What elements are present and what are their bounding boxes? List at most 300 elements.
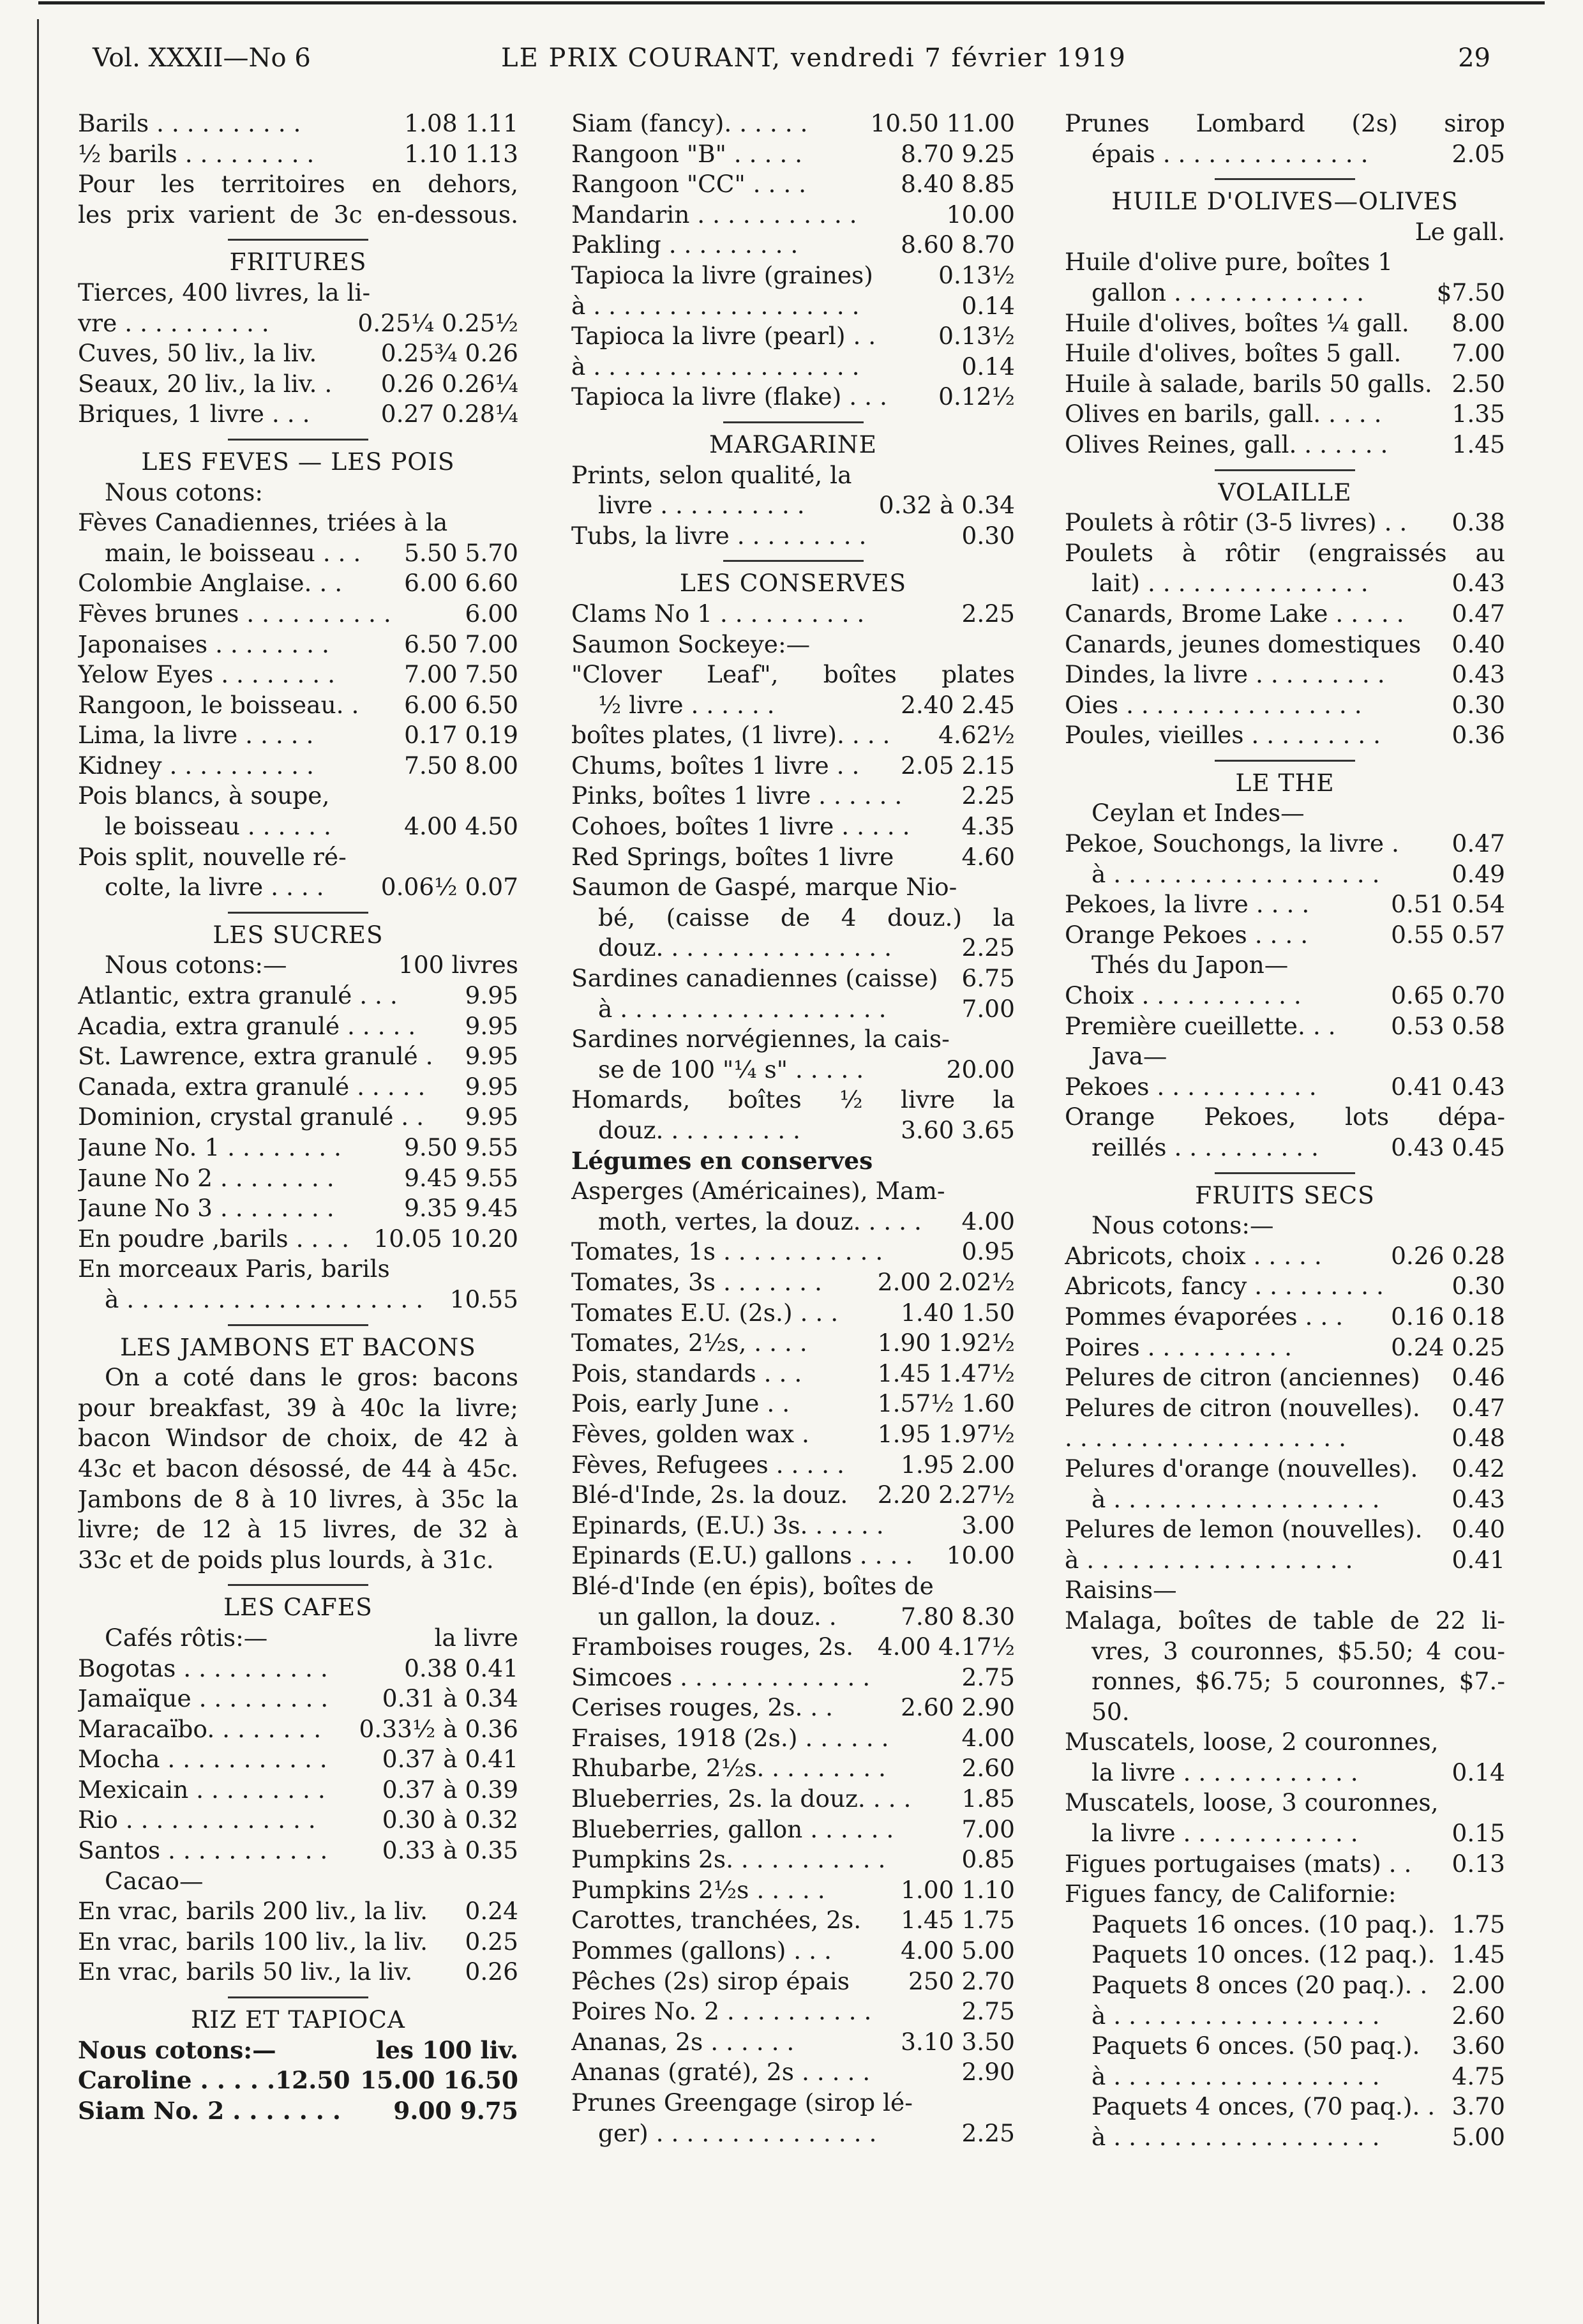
price-line (1065, 1514, 1505, 1545)
item-label: Mocha . . . . . . . . . . . (78, 1745, 327, 1774)
price-line (571, 1875, 1015, 1906)
item-label: épais . . . . . . . . . . . . . . (1092, 139, 1369, 168)
item-label: Poires . . . . . . . . . . (1065, 1332, 1293, 1361)
item-price: 1.75 (1452, 1910, 1505, 1938)
item-price: 1.85 (961, 1784, 1015, 1813)
item-label: à . . . . . . . . . . . . . . . . . . (1092, 2001, 1380, 2030)
section-separator (228, 1996, 368, 1998)
item-label: un gallon, la douz. . (598, 1602, 837, 1631)
item-label: Paquets 16 onces. (10 paq.). (1092, 1910, 1436, 1938)
item-label: En poudre ,barils . . . . (78, 1224, 350, 1253)
item-label: vre . . . . . . . . . . (78, 308, 269, 337)
price-line (571, 1541, 1015, 1571)
text-line: Orange Pekoes, lots dépa- (1065, 1103, 1505, 1131)
item-price: 0.43 (1452, 1484, 1505, 1513)
item-label: Pinks, boîtes 1 livre . . . . . . (571, 781, 903, 810)
section-separator (723, 560, 864, 562)
section-heading: LES JAMBONS ET BACONS (120, 1332, 476, 1361)
item-price: 1.45 (1452, 1940, 1505, 1969)
item-price: 0.47 (1452, 1393, 1505, 1422)
item-label: lait) . . . . . . . . . . . . . . . (1092, 569, 1369, 598)
item-label: Pommes (gallons) . . . (571, 1936, 832, 1965)
price-line (571, 139, 1015, 170)
item-price: 0.41 (1452, 1545, 1505, 1574)
section-heading: FRUITS SECS (1195, 1181, 1375, 1209)
item-price: 0.37 à 0.39 (382, 1775, 518, 1804)
text-line: 43c et bacon désossé, de 44 à 45c. (78, 1454, 518, 1483)
price-line (1065, 889, 1505, 920)
item-label: Nous cotons:— (105, 951, 287, 979)
price-line (78, 1896, 518, 1927)
item-label: Pelures de citron (nouvelles). (1065, 1393, 1420, 1422)
item-price: 7.80 8.30 (901, 1602, 1015, 1631)
section-heading: LES FEVES — LES POIS (141, 447, 455, 476)
item-label: Huile d'olives, boîtes 5 gall. (1065, 339, 1402, 368)
item-label: Blueberries, gallon . . . . . . (571, 1815, 894, 1843)
item-price: 6.00 6.50 (404, 690, 518, 719)
item-label: Olives Reines, gall. . . . . . . (1065, 430, 1388, 458)
price-line (78, 1714, 518, 1745)
item-price: 1.95 1.97½ (877, 1419, 1015, 1448)
price-line (571, 933, 1015, 963)
item-label: Blé-d'Inde, 2s. la douz. (571, 1481, 848, 1509)
item-label: Jaune No 2 . . . . . . . . (78, 1163, 334, 1192)
section-heading: LES CAFES (223, 1593, 373, 1622)
item-label: Jamaïque . . . . . . . . . (78, 1684, 329, 1713)
item-price: 5.50 5.70 (404, 538, 518, 567)
item-price: 1.40 1.50 (901, 1298, 1015, 1327)
item-price: 0.33 à 0.35 (382, 1836, 518, 1865)
item-label: Tapioca la livre (graines) (571, 260, 873, 289)
item-price: 2.75 (961, 1997, 1015, 2026)
item-price: 9.95 (465, 1103, 518, 1131)
price-line (1065, 1072, 1505, 1103)
price-line (1065, 1271, 1505, 1302)
price-line (78, 950, 518, 981)
item-price: 0.14 (1452, 1758, 1505, 1786)
item-label: Yelow Eyes . . . . . . . . (78, 660, 335, 689)
section-heading: VOLAILLE (1218, 478, 1352, 506)
item-price: 0.12½ (938, 382, 1015, 411)
item-price: 4.35 (961, 812, 1015, 841)
item-price: 7.50 8.00 (404, 751, 518, 780)
item-label: à . . . . . . . . . . . . . . . . . . (598, 994, 887, 1023)
item-label: à . . . . . . . . . . . . . . . . . . (1092, 2123, 1380, 2151)
item-label: Abricots, fancy . . . . . . . . . (1065, 1272, 1384, 1301)
price-line (571, 1115, 1015, 1146)
price-line (1065, 599, 1505, 630)
item-price: 0.47 (1452, 829, 1505, 858)
price-line (571, 1905, 1015, 1936)
price-line (1065, 2001, 1505, 2032)
item-label: Huile d'olives, boîtes ¼ gall. (1065, 308, 1409, 337)
item-price: 0.26 0.28 (1391, 1241, 1505, 1270)
item-label: à . . . . . . . . . . . . . . . . . . . . (105, 1285, 424, 1313)
item-label: la livre . . . . . . . . . . . . (1092, 1819, 1358, 1848)
price-line (1065, 690, 1505, 721)
item-label: Choix . . . . . . . . . . . (1065, 981, 1302, 1010)
item-label: Tomates E.U. (2s.) . . . (571, 1298, 839, 1327)
item-label: Paquets 10 onces. (12 paq.). (1092, 1940, 1436, 1969)
item-label: Poulets à rôtir (3-5 livres) . . (1065, 508, 1407, 537)
price-line (571, 490, 1015, 521)
item-label: la livre . . . . . . . . . . . . (1092, 1758, 1358, 1786)
price-line (78, 872, 518, 903)
price-line (78, 2096, 518, 2127)
item-label: Ananas (graté), 2s . . . . . (571, 2058, 871, 2086)
item-label: Carottes, tranchées, 2s. (571, 1906, 862, 1935)
price-line (571, 2118, 1015, 2149)
item-label: Santos . . . . . . . . . . . (78, 1836, 328, 1865)
price-line (78, 338, 518, 369)
item-price: 2.40 2.45 (901, 690, 1015, 719)
price-line (78, 690, 518, 721)
item-price: 0.26 0.26¼ (380, 369, 518, 398)
text-line: livre; de 12 à 15 livres, de 32 à (78, 1515, 518, 1544)
item-price: 0.40 (1452, 1515, 1505, 1544)
item-label: douz. . . . . . . . . . . . . . . . (598, 933, 892, 962)
item-label: Briques, 1 livre . . . (78, 400, 310, 428)
price-line (78, 109, 518, 139)
text-line: Raisins— (1065, 1576, 1177, 1604)
price-line (78, 1011, 518, 1042)
price-line (1065, 338, 1505, 369)
item-price: 8.40 8.85 (901, 170, 1015, 199)
item-label: à . . . . . . . . . . . . . . . . . . (1092, 2062, 1380, 2090)
price-line (571, 200, 1015, 230)
section-separator (1215, 1172, 1355, 1174)
item-price: 0.17 0.19 (404, 721, 518, 750)
top-rule (38, 1, 1545, 4)
item-price: 0.15 (1452, 1819, 1505, 1848)
page-number: 29 (1458, 43, 1490, 73)
item-price: la livre (434, 1623, 518, 1652)
item-price: 0.48 (1452, 1424, 1505, 1452)
item-label: gallon . . . . . . . . . . . . . (1092, 278, 1365, 306)
item-price: 6.00 6.60 (404, 569, 518, 598)
price-line (1065, 630, 1505, 660)
price-line (1065, 139, 1505, 170)
price-line (571, 1328, 1015, 1359)
item-price: 10.00 (946, 200, 1015, 229)
item-label: Seaux, 20 liv., la liv. . (78, 369, 333, 398)
item-price: 4.00 (961, 1723, 1015, 1752)
text-line: les prix varient de 3c en-dessous. (78, 200, 518, 229)
price-line (78, 1775, 518, 1806)
item-label: Mandarin . . . . . . . . . . . (571, 200, 857, 229)
section-separator (1215, 760, 1355, 762)
item-price: 9.95 (465, 981, 518, 1010)
price-line (571, 1693, 1015, 1723)
item-label: Dindes, la livre . . . . . . . . . (1065, 660, 1385, 689)
price-line (571, 382, 1015, 412)
item-label: reillés . . . . . . . . . . (1092, 1133, 1319, 1161)
item-price: 4.62½ (938, 721, 1015, 750)
item-price: 8.00 (1452, 308, 1505, 337)
text-line: Figues fancy, de Californie: (1065, 1880, 1397, 1908)
item-price: 2.05 (1452, 139, 1505, 168)
price-line (1065, 2031, 1505, 2062)
section-separator (228, 1324, 368, 1326)
column-3 (1065, 109, 1505, 2153)
item-label: En vrac, barils 100 liv., la liv. (78, 1927, 428, 1956)
text-line: Muscatels, loose, 3 couronnes, (1065, 1788, 1439, 1817)
price-line (571, 1753, 1015, 1784)
item-price: 0.42 (1452, 1454, 1505, 1483)
item-price: 1.00 1.10 (901, 1875, 1015, 1904)
item-price: 0.26 (465, 1958, 518, 1986)
item-label: Fraises, 1918 (2s.) . . . . . . (571, 1723, 889, 1752)
column-2 (571, 109, 1015, 2148)
price-line (78, 660, 518, 690)
item-label: Siam (fancy). . . . . . (571, 109, 808, 137)
price-line (1065, 1393, 1505, 1424)
price-line (78, 2035, 518, 2066)
text-line: Légumes en conserves (571, 1146, 873, 1175)
price-line (571, 1419, 1015, 1450)
price-line (1065, 568, 1505, 599)
item-price: 2.50 (1452, 369, 1505, 398)
item-label: Cuves, 50 liv., la liv. (78, 339, 317, 368)
section-separator (228, 239, 368, 241)
price-line (571, 599, 1015, 630)
item-price: 0.14 (961, 291, 1015, 320)
price-line (1065, 278, 1505, 308)
price-line (571, 963, 1015, 994)
item-label: Huile à salade, barils 50 galls. (1065, 369, 1432, 398)
item-price: 4.00 4.17½ (877, 1633, 1015, 1661)
item-price: 1.90 1.92½ (877, 1329, 1015, 1357)
text-line: Pois blancs, à soupe, (78, 781, 330, 810)
item-label: Tomates, 1s . . . . . . . . . . . (571, 1237, 883, 1266)
item-label: Tapioca la livre (flake) . . . (571, 382, 887, 411)
price-line (571, 720, 1015, 751)
item-label: Pekoe, Souchongs, la livre . (1065, 829, 1399, 858)
price-line (1065, 1940, 1505, 1970)
item-price: 3.60 (1452, 2032, 1505, 2060)
item-label: livre . . . . . . . . . . (598, 491, 805, 520)
price-line (78, 1285, 518, 1315)
price-line (571, 1207, 1015, 1237)
price-line (571, 169, 1015, 200)
price-line (78, 1163, 518, 1194)
price-line (1065, 1970, 1505, 2001)
price-line (571, 2057, 1015, 2088)
price-line (78, 720, 518, 751)
price-line (78, 568, 518, 599)
price-line (1065, 2092, 1505, 2122)
item-price: 0.30 (1452, 690, 1505, 719)
price-line (1065, 1302, 1505, 1332)
item-price: 0.47 (1452, 599, 1505, 628)
text-line: Asperges (Américaines), Mam- (571, 1177, 945, 1205)
item-label: Siam No. 2 . . . . . . . (78, 2096, 341, 2125)
price-line (571, 1359, 1015, 1389)
price-line (571, 1845, 1015, 1875)
price-line (78, 1927, 518, 1958)
item-price: 9.45 9.55 (404, 1163, 518, 1192)
page-header (93, 43, 1490, 82)
item-label: Poules, vieilles . . . . . . . . . (1065, 721, 1381, 750)
price-line (571, 994, 1015, 1025)
item-price: 2.25 (961, 933, 1015, 962)
price-line (78, 1836, 518, 1866)
text-line: Blé-d'Inde (en épis), boîtes de (571, 1571, 934, 1600)
price-line (571, 1298, 1015, 1329)
text-line: Homards, boîtes ½ livre la (571, 1085, 1015, 1114)
price-line (571, 1723, 1015, 1754)
item-label: à . . . . . . . . . . . . . . . . . . (1092, 859, 1380, 888)
text-line: ronnes, $6.75; 5 couronnes, $7.- (1092, 1667, 1505, 1696)
item-price: 0.46 (1452, 1363, 1505, 1392)
item-price: 10.00 (946, 1541, 1015, 1570)
section-separator (228, 1584, 368, 1586)
item-label: Red Springs, boîtes 1 livre (571, 842, 894, 871)
item-label: Rangoon "B" . . . . . (571, 139, 803, 168)
price-line (1065, 1910, 1505, 1940)
price-line (78, 2065, 518, 2096)
item-price: 0.85 (961, 1845, 1015, 1874)
item-price: $7.50 (1436, 278, 1505, 306)
price-line (571, 260, 1015, 291)
item-label: Olives en barils, gall. . . . . (1065, 400, 1382, 428)
item-price: 0.41 0.43 (1391, 1072, 1505, 1101)
section-heading: MARGARINE (709, 430, 877, 458)
item-label: Pelures de citron (anciennes) (1065, 1363, 1420, 1392)
item-label: Oies . . . . . . . . . . . . . . . . (1065, 690, 1362, 719)
price-line (78, 1224, 518, 1255)
item-price: 2.90 (961, 2058, 1015, 2086)
text-line: Prunes Greengage (sirop lé- (571, 2088, 913, 2116)
price-line (571, 781, 1015, 811)
price-line (571, 352, 1015, 382)
text-line: Ceylan et Indes— (1092, 799, 1305, 827)
price-line (1065, 1545, 1505, 1576)
item-label: Canards, Brome Lake . . . . . (1065, 599, 1404, 628)
section-heading: FRITURES (229, 248, 367, 276)
item-price: 2.75 (961, 1663, 1015, 1691)
text-line: Pois split, nouvelle ré- (78, 842, 347, 871)
price-line (1065, 508, 1505, 538)
item-label: Paquets 6 onces. (50 paq.). (1092, 2032, 1420, 2060)
price-line (78, 1744, 518, 1775)
item-label: Kidney . . . . . . . . . . (78, 751, 314, 780)
item-label: Rangoon "CC" . . . . (571, 170, 807, 199)
item-label: En vrac, barils 200 liv., la liv. (78, 1897, 428, 1926)
item-label: Epinards (E.U.) gallons . . . . (571, 1541, 913, 1570)
text-line: Nous cotons: (105, 478, 263, 506)
item-label: Chums, boîtes 1 livre . . (571, 751, 860, 780)
section-heading: LE THE (1235, 768, 1335, 797)
item-price: 4.75 (1452, 2062, 1505, 2090)
text-line: Thés du Japon— (1092, 951, 1289, 979)
text-line: Le gall. (1414, 217, 1505, 246)
item-price: 10.55 (449, 1285, 518, 1313)
text-line: Poulets à rôtir (engraissés au (1065, 538, 1505, 567)
item-label: Caroline . . . . .12.50 (78, 2066, 350, 2095)
item-label: Fèves brunes . . . . . . . . . . (78, 599, 391, 628)
text-line: Saumon de Gaspé, marque Nio- (571, 873, 957, 902)
price-line (571, 1632, 1015, 1663)
text-line: pour breakfast, 39 à 40c la livre; (78, 1393, 518, 1422)
section-separator (228, 912, 368, 914)
item-label: Pelures de lemon (nouvelles). (1065, 1515, 1423, 1544)
price-line (78, 538, 518, 569)
price-line (1065, 1454, 1505, 1484)
item-price: 1.95 2.00 (901, 1450, 1015, 1479)
item-price: 9.50 9.55 (404, 1133, 518, 1161)
item-label: Fèves, golden wax . (571, 1419, 809, 1448)
item-label: Canada, extra granulé . . . . . (78, 1072, 426, 1101)
text-line: "Clover Leaf", boîtes plates (571, 660, 1015, 689)
price-line (571, 1663, 1015, 1693)
item-label: Acadia, extra granulé . . . . . (78, 1011, 416, 1040)
item-price: 8.60 8.70 (901, 230, 1015, 259)
publication-title: LE PRIX COURANT, vendredi 7 février 1919 (501, 43, 1127, 73)
price-line (1065, 1849, 1505, 1880)
item-price: 3.60 3.65 (901, 1116, 1015, 1144)
item-price: 2.60 (1452, 2001, 1505, 2030)
item-price: 0.27 0.28¼ (380, 400, 518, 428)
section-heading: LES CONSERVES (679, 569, 907, 598)
item-price: 3.00 (961, 1511, 1015, 1539)
price-line (78, 630, 518, 660)
price-line (1065, 2062, 1505, 2092)
price-line (571, 291, 1015, 322)
item-label: Pumpkins 2½s . . . . . (571, 1875, 825, 1904)
price-line (1065, 1818, 1505, 1849)
text-line: Jambons de 8 à 10 livres, à 35c la (78, 1484, 518, 1513)
price-line (78, 139, 518, 170)
item-price: 0.37 à 0.41 (382, 1745, 518, 1774)
price-line (78, 399, 518, 430)
section-heading: LES SUCRES (213, 920, 384, 949)
text-line: Muscatels, loose, 2 couronnes, (1065, 1728, 1439, 1756)
price-line (1065, 308, 1505, 339)
text-line: Java— (1092, 1042, 1167, 1071)
text-line: Prints, selon qualité, la (571, 460, 852, 489)
item-price: 9.35 9.45 (404, 1194, 518, 1223)
item-label: douz. . . . . . . . . . (598, 1116, 800, 1144)
item-price: 7.00 (961, 994, 1015, 1023)
item-label: St. Lawrence, extra granulé . (78, 1042, 433, 1071)
item-label: Jaune No. 1 . . . . . . . . (78, 1133, 341, 1161)
price-line (78, 1684, 518, 1714)
price-line (1065, 1423, 1505, 1454)
item-label: Barils . . . . . . . . . . (78, 109, 301, 137)
item-label: Epinards, (E.U.) 3s. . . . . . (571, 1511, 884, 1539)
price-line (1065, 1758, 1505, 1788)
price-line (1065, 829, 1505, 859)
price-line (571, 1996, 1015, 2027)
price-line (571, 1511, 1015, 1541)
item-label: Première cueillette. . . (1065, 1011, 1336, 1040)
text-line: 50. (1092, 1697, 1130, 1726)
item-price: 0.43 (1452, 660, 1505, 689)
item-label: Japonaises . . . . . . . . (78, 630, 329, 658)
price-line (1065, 920, 1505, 951)
price-line (571, 1055, 1015, 1085)
item-label: Paquets 8 onces (20 paq.). . (1092, 1971, 1428, 2000)
item-label: Pelures d'orange (nouvelles). (1065, 1454, 1418, 1483)
item-price: 0.25¼ 0.25½ (357, 308, 518, 337)
item-price: 0.30 à 0.32 (382, 1806, 518, 1834)
price-line (1065, 430, 1505, 460)
text-line: Huile d'olive pure, boîtes 1 (1065, 248, 1393, 276)
item-label: Tapioca la livre (pearl) . . (571, 322, 876, 351)
item-price: 0.95 (961, 1237, 1015, 1266)
item-label: moth, vertes, la douz. . . . . (598, 1207, 922, 1235)
